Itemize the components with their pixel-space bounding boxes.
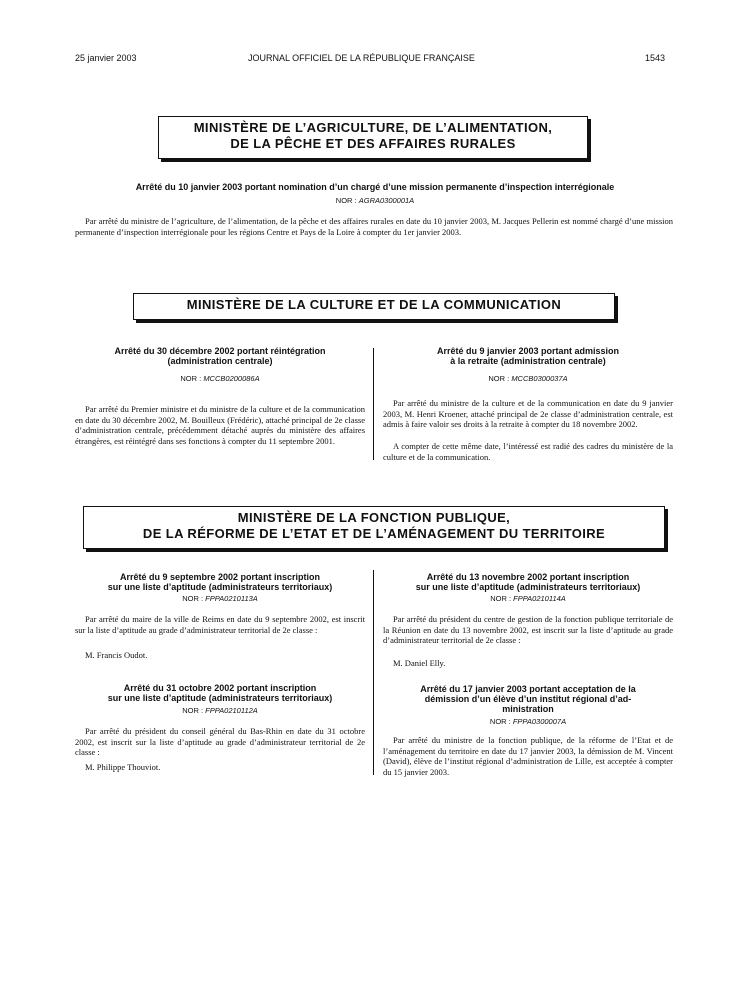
ministry-heading-culture	[133, 293, 615, 320]
decree-body: Par arrêté du président du conseil général du Bas-Rhin en date du 31 octobre 2002, est inscrit sur la liste d’aptitude au grade d’administrateur territorial de 2e classe :	[75, 726, 365, 757]
nor-reference	[383, 717, 673, 726]
title-line: (administration centrale)	[167, 356, 273, 366]
nor-code: FPPA0210112A	[205, 706, 258, 715]
column-divider	[373, 348, 374, 460]
decree-title	[383, 684, 673, 714]
nor-reference	[75, 706, 365, 715]
ministry-heading-fonction-publique	[83, 506, 665, 549]
header-date: 25 janvier 2003	[75, 53, 137, 63]
decree-body: Par arrêté du ministre de l’agriculture, de l’alimentation, de la pêche et des affaires rurales en date du 10 janvier 2003, M. Jacques Pellerin est nommé chargé d’une mission permanente d’inspection interrégionale pour les régions Centre et Pays de la Loire à compter du 1er janvier 2003.	[75, 216, 673, 237]
title-line: démission d’un élève d’un institut régional d’ad-	[424, 694, 632, 704]
decree-body: Par arrêté du Premier ministre et du ministre de la culture et de la communication en date du 30 décembre 2002, M. Bouilleux (Frédéric), attaché principal de 2e classe d’administration centrale, précédemment détaché auprès du ministère des affaires étrangères, est réintégré dans ses fonctions à compter du 11 septembre 2001.	[75, 404, 365, 446]
nor-code: FPPA0210114A	[513, 594, 566, 603]
decree-body: Par arrêté du ministre de la fonction publique, de la réforme de l’Etat et de l’aménagement du territoire en date du 17 janvier 2003, la démission de M. Vincent (David), élève de l’institut régional d’administration de Lille, est acceptée à compter du 15 janvier 2003.	[383, 735, 673, 777]
decree-body: Par arrêté du président du centre de gestion de la fonction publique territoriale de la Réunion en date du 13 novembre 2002, est inscrit sur la liste d’aptitude au grade d’administrateur territorial de 2e classe :	[383, 614, 673, 645]
nor-label: NOR :	[488, 374, 510, 383]
decree-title	[75, 683, 365, 703]
decree-title	[383, 572, 673, 592]
heading-line: DE LA PÊCHE ET DES AFFAIRES RURALES	[230, 136, 516, 151]
nor-label: NOR :	[182, 594, 204, 603]
nor-code: AGRA0300001A	[358, 196, 415, 205]
heading-line: MINISTÈRE DE LA CULTURE ET DE LA COMMUNICATION	[186, 297, 562, 312]
title-line: ministration	[502, 704, 554, 714]
title-line: sur une liste d’aptitude (administrateurs territoriaux)	[107, 582, 333, 592]
appointee-name: M. Francis Oudot.	[85, 650, 148, 660]
nor-code: FPPA0210113A	[205, 594, 258, 603]
nor-reference	[75, 594, 365, 603]
nor-label: NOR :	[180, 374, 202, 383]
decree-title: Arrêté du 10 janvier 2003 portant nomination d’un chargé d’une mission permanente d’inspection interrégionale	[135, 182, 615, 192]
nor-label: NOR :	[335, 196, 357, 205]
nor-code: MCCB0300037A	[511, 374, 568, 383]
decree-body: Par arrêté du ministre de la culture et de la communication en date du 9 janvier 2003, M. Henri Kroener, attaché principal de 2e classe d’administration centrale, est admis à faire valoir ses droits à la retraite à compter du 18 novembre 2002.	[383, 398, 673, 429]
column-divider	[373, 570, 374, 775]
appointee-name: M. Philippe Thouviot.	[85, 762, 161, 772]
heading-line: MINISTÈRE DE LA FONCTION PUBLIQUE,	[237, 510, 511, 525]
decree-title	[75, 346, 365, 366]
title-line: Arrêté du 17 janvier 2003 portant acceptation de la	[420, 684, 636, 694]
title-line: sur une liste d’aptitude (administrateurs territoriaux)	[107, 693, 333, 703]
nor-code: MCCB0200086A	[203, 374, 260, 383]
title-line: Arrêté du 13 novembre 2002 portant inscription	[426, 572, 630, 582]
nor-label: NOR :	[182, 706, 204, 715]
heading-line: MINISTÈRE DE L’AGRICULTURE, DE L’ALIMENTATION,	[193, 120, 553, 135]
nor-label: NOR :	[489, 717, 511, 726]
decree-body-continued: A compter de cette même date, l’intéressé est radié des cadres du ministère de la culture et de la communication.	[383, 441, 673, 462]
decree-title	[75, 572, 365, 592]
header-journal-title: JOURNAL OFFICIEL DE LA RÉPUBLIQUE FRANÇAISE	[248, 53, 475, 63]
ministry-heading-agriculture	[158, 116, 588, 159]
appointee-name: M. Daniel Elly.	[393, 658, 446, 668]
title-line: Arrêté du 9 septembre 2002 portant inscription	[119, 572, 321, 582]
heading-line: DE LA RÉFORME DE L’ETAT ET DE L’AMÉNAGEMENT DU TERRITOIRE	[142, 526, 606, 541]
header-page-number: 1543	[645, 53, 666, 63]
decree-title	[383, 346, 673, 366]
nor-label: NOR :	[490, 594, 512, 603]
nor-code: FPPA0300007A	[512, 717, 567, 726]
nor-reference	[383, 374, 673, 383]
title-line: à la retraite (administration centrale)	[450, 356, 606, 366]
title-line: sur une liste d’aptitude (administrateurs territoriaux)	[415, 582, 641, 592]
title-line: Arrêté du 30 décembre 2002 portant réintégration	[114, 346, 326, 356]
nor-reference	[60, 196, 690, 205]
title-line: Arrêté du 31 octobre 2002 portant inscription	[123, 683, 317, 693]
decree-body: Par arrêté du maire de la ville de Reims en date du 9 septembre 2002, est inscrit sur la liste d’aptitude au grade d’administrateur territorial de 2e classe :	[75, 614, 365, 635]
nor-reference	[383, 594, 673, 603]
nor-reference	[75, 374, 365, 383]
title-line: Arrêté du 9 janvier 2003 portant admission	[436, 346, 620, 356]
